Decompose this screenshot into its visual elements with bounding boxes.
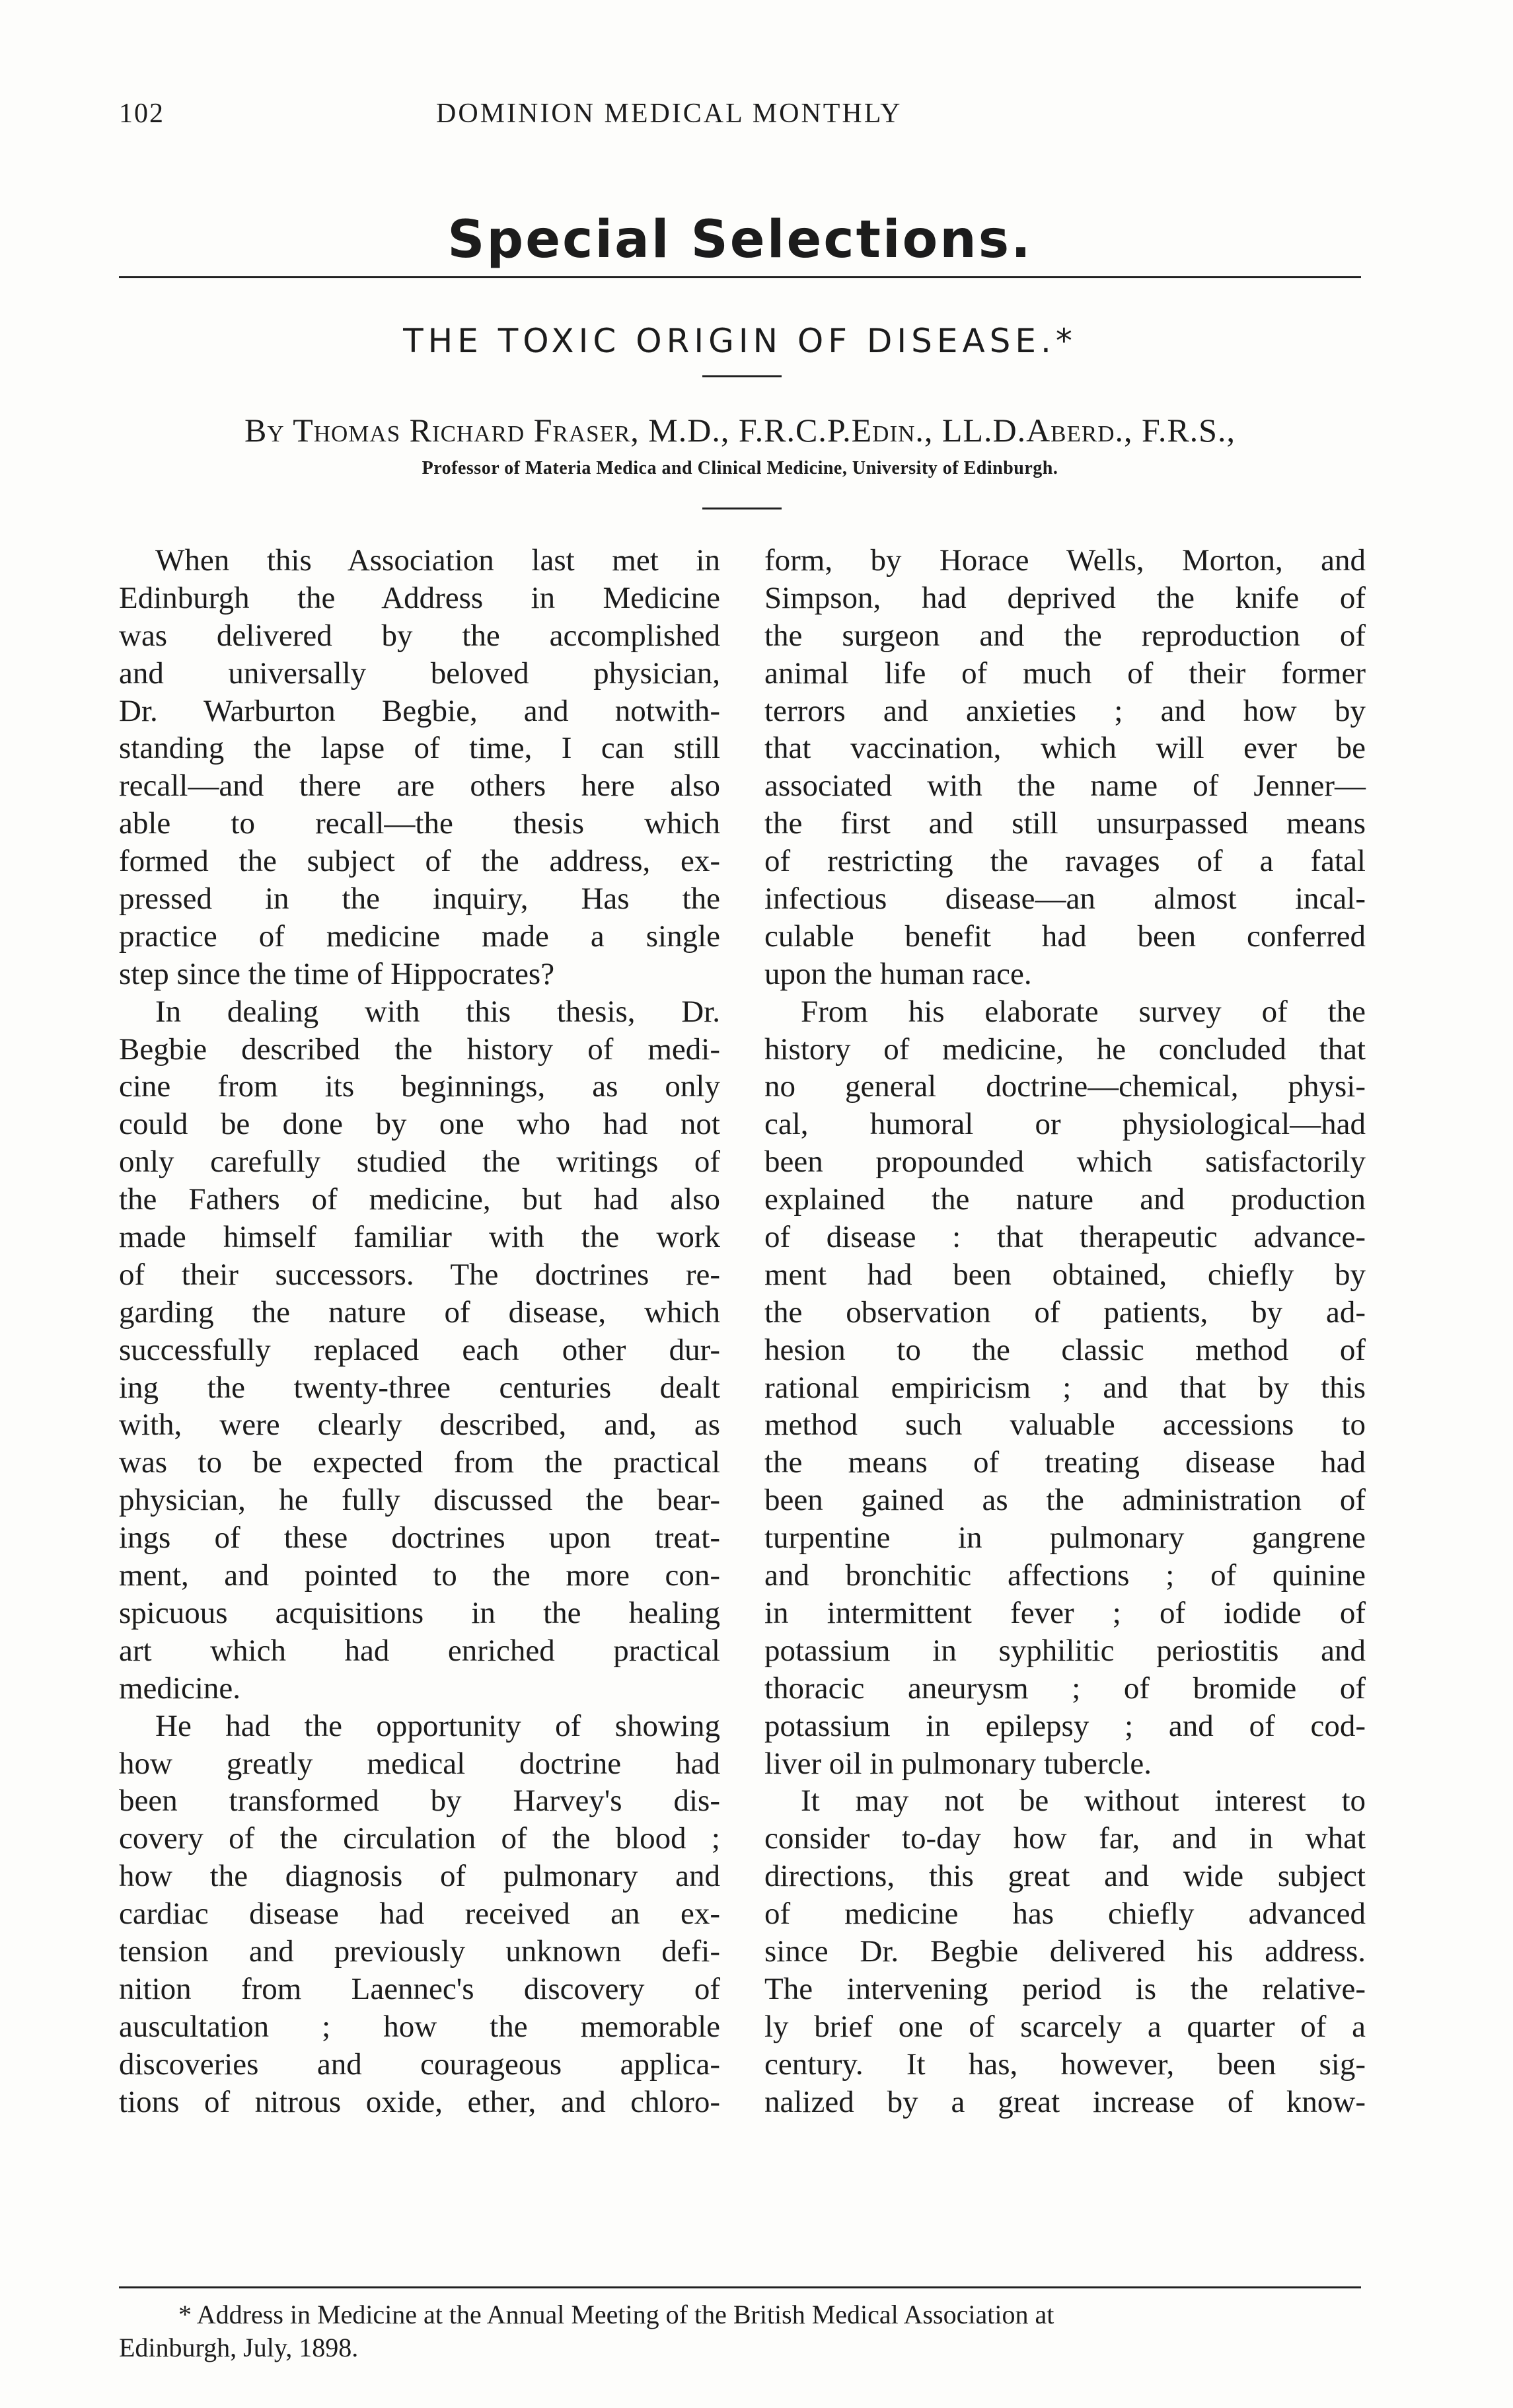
text-line: made himself familiar with the work — [119, 1220, 720, 1255]
text-line: century. It has, however, been sig- — [764, 2047, 1366, 2082]
text-line: terrors and anxieties ; and how by — [764, 693, 1366, 728]
page-number: 102 — [119, 98, 165, 129]
text-line: standing the lapse of time, I can still — [119, 731, 720, 766]
text-line: turpentine in pulmonary gangrene — [764, 1521, 1366, 1556]
text-line: nalized by a great increase of know- — [764, 2084, 1366, 2119]
text-line: ment had been obtained, chiefly by — [764, 1257, 1366, 1292]
text-line: of disease : that therapeutic advance- — [764, 1220, 1366, 1255]
text-line: with, were clearly described, and, as — [119, 1408, 720, 1443]
text-line: potassium in syphilitic periostitis and — [764, 1633, 1366, 1668]
text-line: culable benefit had been conferred — [764, 919, 1366, 954]
text-line: been propounded which satisfactorily — [764, 1145, 1366, 1180]
text-line: Dr. Warburton Begbie, and notwith- — [119, 693, 720, 728]
text-line: covery of the circulation of the blood ; — [119, 1821, 720, 1856]
author-byline: By Thomas Richard Fraser, M.D., F.R.C.P.Edin., LL.D.Aberd., F.R.S., — [244, 412, 1236, 449]
footnote-line: Edinburgh, July, 1898. — [119, 2333, 359, 2362]
text-line: how greatly medical doctrine had — [119, 1746, 720, 1781]
text-line: He had the opportunity of showing — [155, 1708, 720, 1743]
text-line: and universally beloved physician, — [119, 656, 720, 691]
text-line: garding the nature of disease, which — [119, 1295, 720, 1330]
byline-divider — [702, 508, 782, 509]
text-line: only carefully studied the writings of — [119, 1145, 720, 1180]
journal-title: DOMINION MEDICAL MONTHLY — [436, 98, 903, 129]
text-line: and bronchitic affections ; of quinine — [764, 1558, 1366, 1593]
text-line: of medicine has chiefly advanced — [764, 1897, 1366, 1932]
text-line: practice of medicine made a single — [119, 919, 720, 954]
text-line: hesion to the classic method of — [764, 1332, 1366, 1367]
text-line: art which had enriched practical — [119, 1633, 720, 1668]
text-line: ing the twenty-three centuries dealt — [119, 1370, 720, 1405]
text-line: animal life of much of their former — [764, 656, 1366, 691]
text-line: pressed in the inquiry, Has the — [119, 882, 720, 917]
text-line: It may not be without interest to — [801, 1784, 1366, 1819]
text-line: was delivered by the accomplished — [119, 618, 720, 653]
text-line: of restricting the ravages of a fatal — [764, 844, 1366, 879]
text-line: thoracic aneurysm ; of bromide of — [764, 1671, 1366, 1706]
text-line: the Fathers of medicine, but had also — [119, 1182, 720, 1217]
text-line: In dealing with this thesis, Dr. — [155, 994, 720, 1029]
text-line: rational empiricism ; and that by this — [764, 1370, 1366, 1405]
text-line: since Dr. Begbie delivered his address. — [764, 1934, 1366, 1969]
text-line: spicuous acquisitions in the healing — [119, 1595, 720, 1630]
text-line: the means of treating disease had — [764, 1445, 1366, 1480]
text-line: medicine. — [119, 1671, 241, 1706]
text-line: upon the human race. — [764, 956, 1032, 991]
article-title: THE TOXIC ORIGIN OF DISEASE.* — [403, 322, 1077, 360]
text-line: that vaccination, which will ever be — [764, 731, 1366, 766]
footnote — [119, 2298, 1361, 2364]
text-line: discoveries and courageous applica- — [119, 2047, 720, 2082]
text-line: the first and still unsurpassed means — [764, 806, 1366, 841]
text-line: of their successors. The doctrines re- — [119, 1257, 720, 1292]
text-line: consider to-day how far, and in what — [764, 1821, 1366, 1856]
text-line: explained the nature and production — [764, 1182, 1366, 1217]
text-line: cine from its beginnings, as only — [119, 1069, 720, 1104]
section-rule — [119, 276, 1361, 278]
text-line: formed the subject of the address, ex- — [119, 844, 720, 879]
text-line: successfully replaced each other dur- — [119, 1332, 720, 1367]
text-line: liver oil in pulmonary tubercle. — [764, 1746, 1152, 1781]
footnote-line: * Address in Medicine at the Annual Meeting of the British Medical Association at — [178, 2300, 1054, 2329]
text-line: directions, this great and wide subject — [764, 1859, 1366, 1894]
footnote-divider — [119, 2286, 1361, 2288]
text-line: history of medicine, he concluded that — [764, 1032, 1366, 1067]
text-line: Simpson, had deprived the knife of — [764, 580, 1366, 615]
text-line: in intermittent fever ; of iodide of — [764, 1595, 1366, 1630]
text-line: could be done by one who had not — [119, 1107, 720, 1142]
text-line: infectious disease—an almost incal- — [764, 882, 1366, 917]
text-line: tions of nitrous oxide, ether, and chloro- — [119, 2084, 720, 2119]
text-line: form, by Horace Wells, Morton, and — [764, 543, 1366, 578]
text-line: the observation of patients, by ad- — [764, 1295, 1366, 1330]
text-line: ly brief one of scarcely a quarter of a — [764, 2009, 1366, 2044]
text-line: The intervening period is the relative- — [764, 1971, 1366, 2006]
text-column-right — [764, 542, 1366, 2121]
text-line: ings of these doctrines upon treat- — [119, 1521, 720, 1556]
text-line: been gained as the administration of — [764, 1483, 1366, 1518]
text-line: method such valuable accessions to — [764, 1408, 1366, 1443]
title-divider — [702, 375, 782, 377]
text-line: was to be expected from the practical — [119, 1445, 720, 1480]
text-line: Edinburgh the Address in Medicine — [119, 580, 720, 615]
text-line: how the diagnosis of pulmonary and — [119, 1859, 720, 1894]
text-line: cardiac disease had received an ex- — [119, 1897, 720, 1932]
text-line: recall—and there are others here also — [119, 769, 720, 804]
text-line: associated with the name of Jenner— — [764, 769, 1366, 804]
section-title: Special Selections. — [447, 210, 1033, 270]
text-line: able to recall—the thesis which — [119, 806, 720, 841]
text-line: been transformed by Harvey's dis- — [119, 1784, 720, 1819]
text-line: no general doctrine—chemical, physi- — [764, 1069, 1366, 1104]
text-line: step since the time of Hippocrates? — [119, 956, 555, 991]
text-line: nition from Laennec's discovery of — [119, 1971, 720, 2006]
text-line: Begbie described the history of medi- — [119, 1032, 720, 1067]
text-line: potassium in epilepsy ; and of cod- — [764, 1708, 1366, 1743]
text-column-left — [119, 542, 720, 2121]
text-line: From his elaborate survey of the — [801, 994, 1366, 1029]
text-line: When this Association last met in — [155, 543, 720, 578]
text-line: physician, he fully discussed the bear- — [119, 1483, 720, 1518]
text-line: ment, and pointed to the more con- — [119, 1558, 720, 1593]
text-line: the surgeon and the reproduction of — [764, 618, 1366, 653]
author-affiliation: Professor of Materia Medica and Clinical Medicine, University of Edinburgh. — [422, 458, 1058, 478]
text-line: auscultation ; how the memorable — [119, 2009, 720, 2044]
text-line: tension and previously unknown defi- — [119, 1934, 720, 1969]
text-line: cal, humoral or physiological—had — [764, 1107, 1366, 1142]
